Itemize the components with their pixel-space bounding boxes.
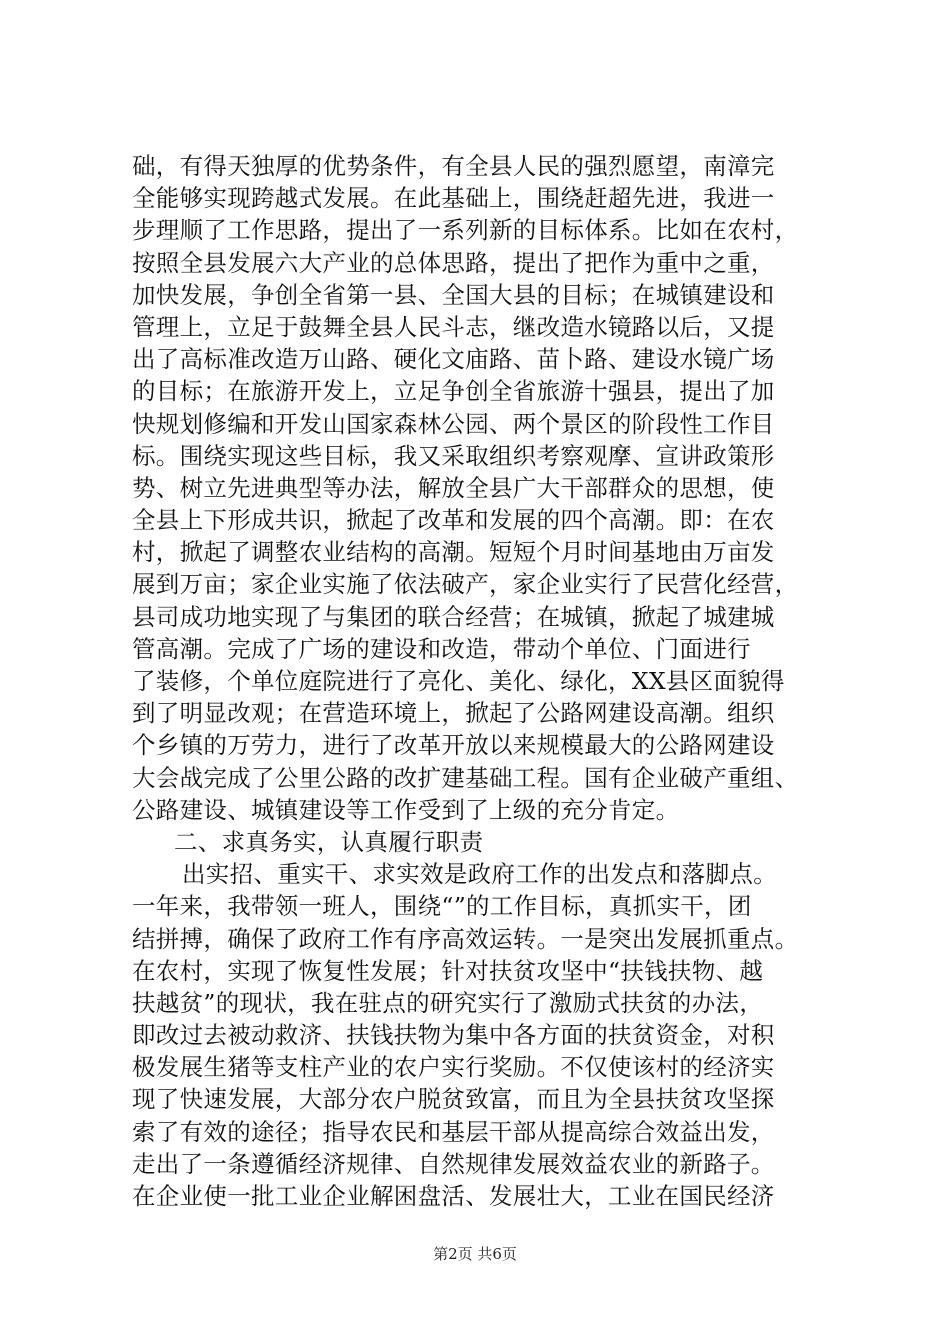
- text-line: 全能够实现跨越式发展。在此基础上，围绕赶超先进，我进一: [132, 184, 775, 213]
- text-line: 到了明显改观；在营造环境上，掀起了公路网建设高潮。组织: [132, 699, 775, 728]
- text-line: 扶越贫”的现状，我在驻点的研究实行了激励式扶贫的办法，: [132, 988, 764, 1017]
- text-line: 县司成功地实现了与集团的联合经营；在城镇，掀起了城建城: [132, 602, 775, 631]
- page-number-footer: 第2页 共6页: [433, 1245, 517, 1263]
- text-line: 出了高标准改造万山路、硬化文庙路、苗卜路、建设水镜广场: [132, 345, 775, 374]
- text-line: 快规划修编和开发山国家森林公园、两个景区的阶段性工作目: [132, 409, 775, 438]
- text-line: 走出了一条遵循经济规律、自然规律发展效益农业的新路子。: [132, 1149, 775, 1178]
- text-line: 一年来，我带领一班人，围绕“”的工作目标，真抓实干，团: [132, 892, 752, 921]
- text-line: 的目标；在旅游开发上，立足争创全省旅游十强县，提出了加: [132, 377, 775, 406]
- text-line: 标。围绕实现这些目标，我又采取组织考察观摩、宣讲政策形: [132, 441, 775, 470]
- text-line: 索了有效的途径；指导农民和基层干部从提高综合效益出发，: [132, 1117, 775, 1146]
- text-line: 势、树立先进典型等办法，解放全县广大干部群众的思想，使: [132, 473, 775, 502]
- text-line: 加快发展，争创全省第一县、全国大县的目标；在城镇建设和: [132, 280, 775, 309]
- text-line: 大会战完成了公里公路的改扩建基础工程。国有企业破产重组、: [132, 763, 799, 792]
- text-line: 全县上下形成共识，掀起了改革和发展的四个高潮。即：在农: [132, 506, 775, 535]
- text-line: 极发展生猪等支柱产业的农户实行奖励。不仅使该村的经济实: [132, 1053, 775, 1082]
- text-line: 了装修，个单位庭院进行了亮化、美化、绿化，XX县区面貌得: [132, 667, 785, 695]
- text-line: 础，有得天独厚的优势条件，有全县人民的强烈愿望，南漳完: [132, 152, 775, 180]
- text-line: 即改过去被动救济、扶钱扶物为集中各方面的扶贫资金，对积: [132, 1021, 775, 1050]
- document-body: [132, 150, 832, 1212]
- text-line: 个乡镇的万劳力，进行了改革开放以来规模最大的公路网建设: [132, 731, 775, 760]
- text-line: 结拼搏，确保了政府工作有序高效运转。一是突出发展抓重点。: [132, 924, 799, 953]
- paragraph-first-line: 出实招、重实干、求实效是政府工作的出发点和落脚点。: [182, 860, 777, 889]
- text-line: 展到万亩；家企业实施了依法破产，家企业实行了民营化经营，: [132, 570, 799, 599]
- section-heading: 二、求真务实，认真履行职责: [174, 827, 484, 856]
- text-line: 村，掀起了调整农业结构的高潮。短短个月时间基地由万亩发: [132, 538, 775, 567]
- text-line: 在企业使一批工业企业解困盘活、发展壮大，工业在国民经济: [132, 1182, 775, 1210]
- text-line: 公路建设、城镇建设等工作受到了上级的充分肯定。: [132, 795, 680, 824]
- text-line: 管理上，立足于鼓舞全县人民斗志，继改造水镜路以后，又提: [132, 312, 775, 341]
- text-line: 在农村，实现了恢复性发展；针对扶贫攻坚中“扶钱扶物、越: [132, 956, 764, 985]
- text-line: 管高潮。完成了广场的建设和改造，带动个单位、门面进行: [132, 634, 751, 663]
- text-line: 现了快速发展，大部分农户脱贫致富，而且为全县扶贫攻坚探: [132, 1085, 775, 1114]
- text-line: 步理顺了工作思路，提出了一系列新的目标体系。比如在农村，: [132, 216, 799, 245]
- text-line: 按照全县发展六大产业的总体思路，提出了把作为重中之重，: [132, 248, 775, 277]
